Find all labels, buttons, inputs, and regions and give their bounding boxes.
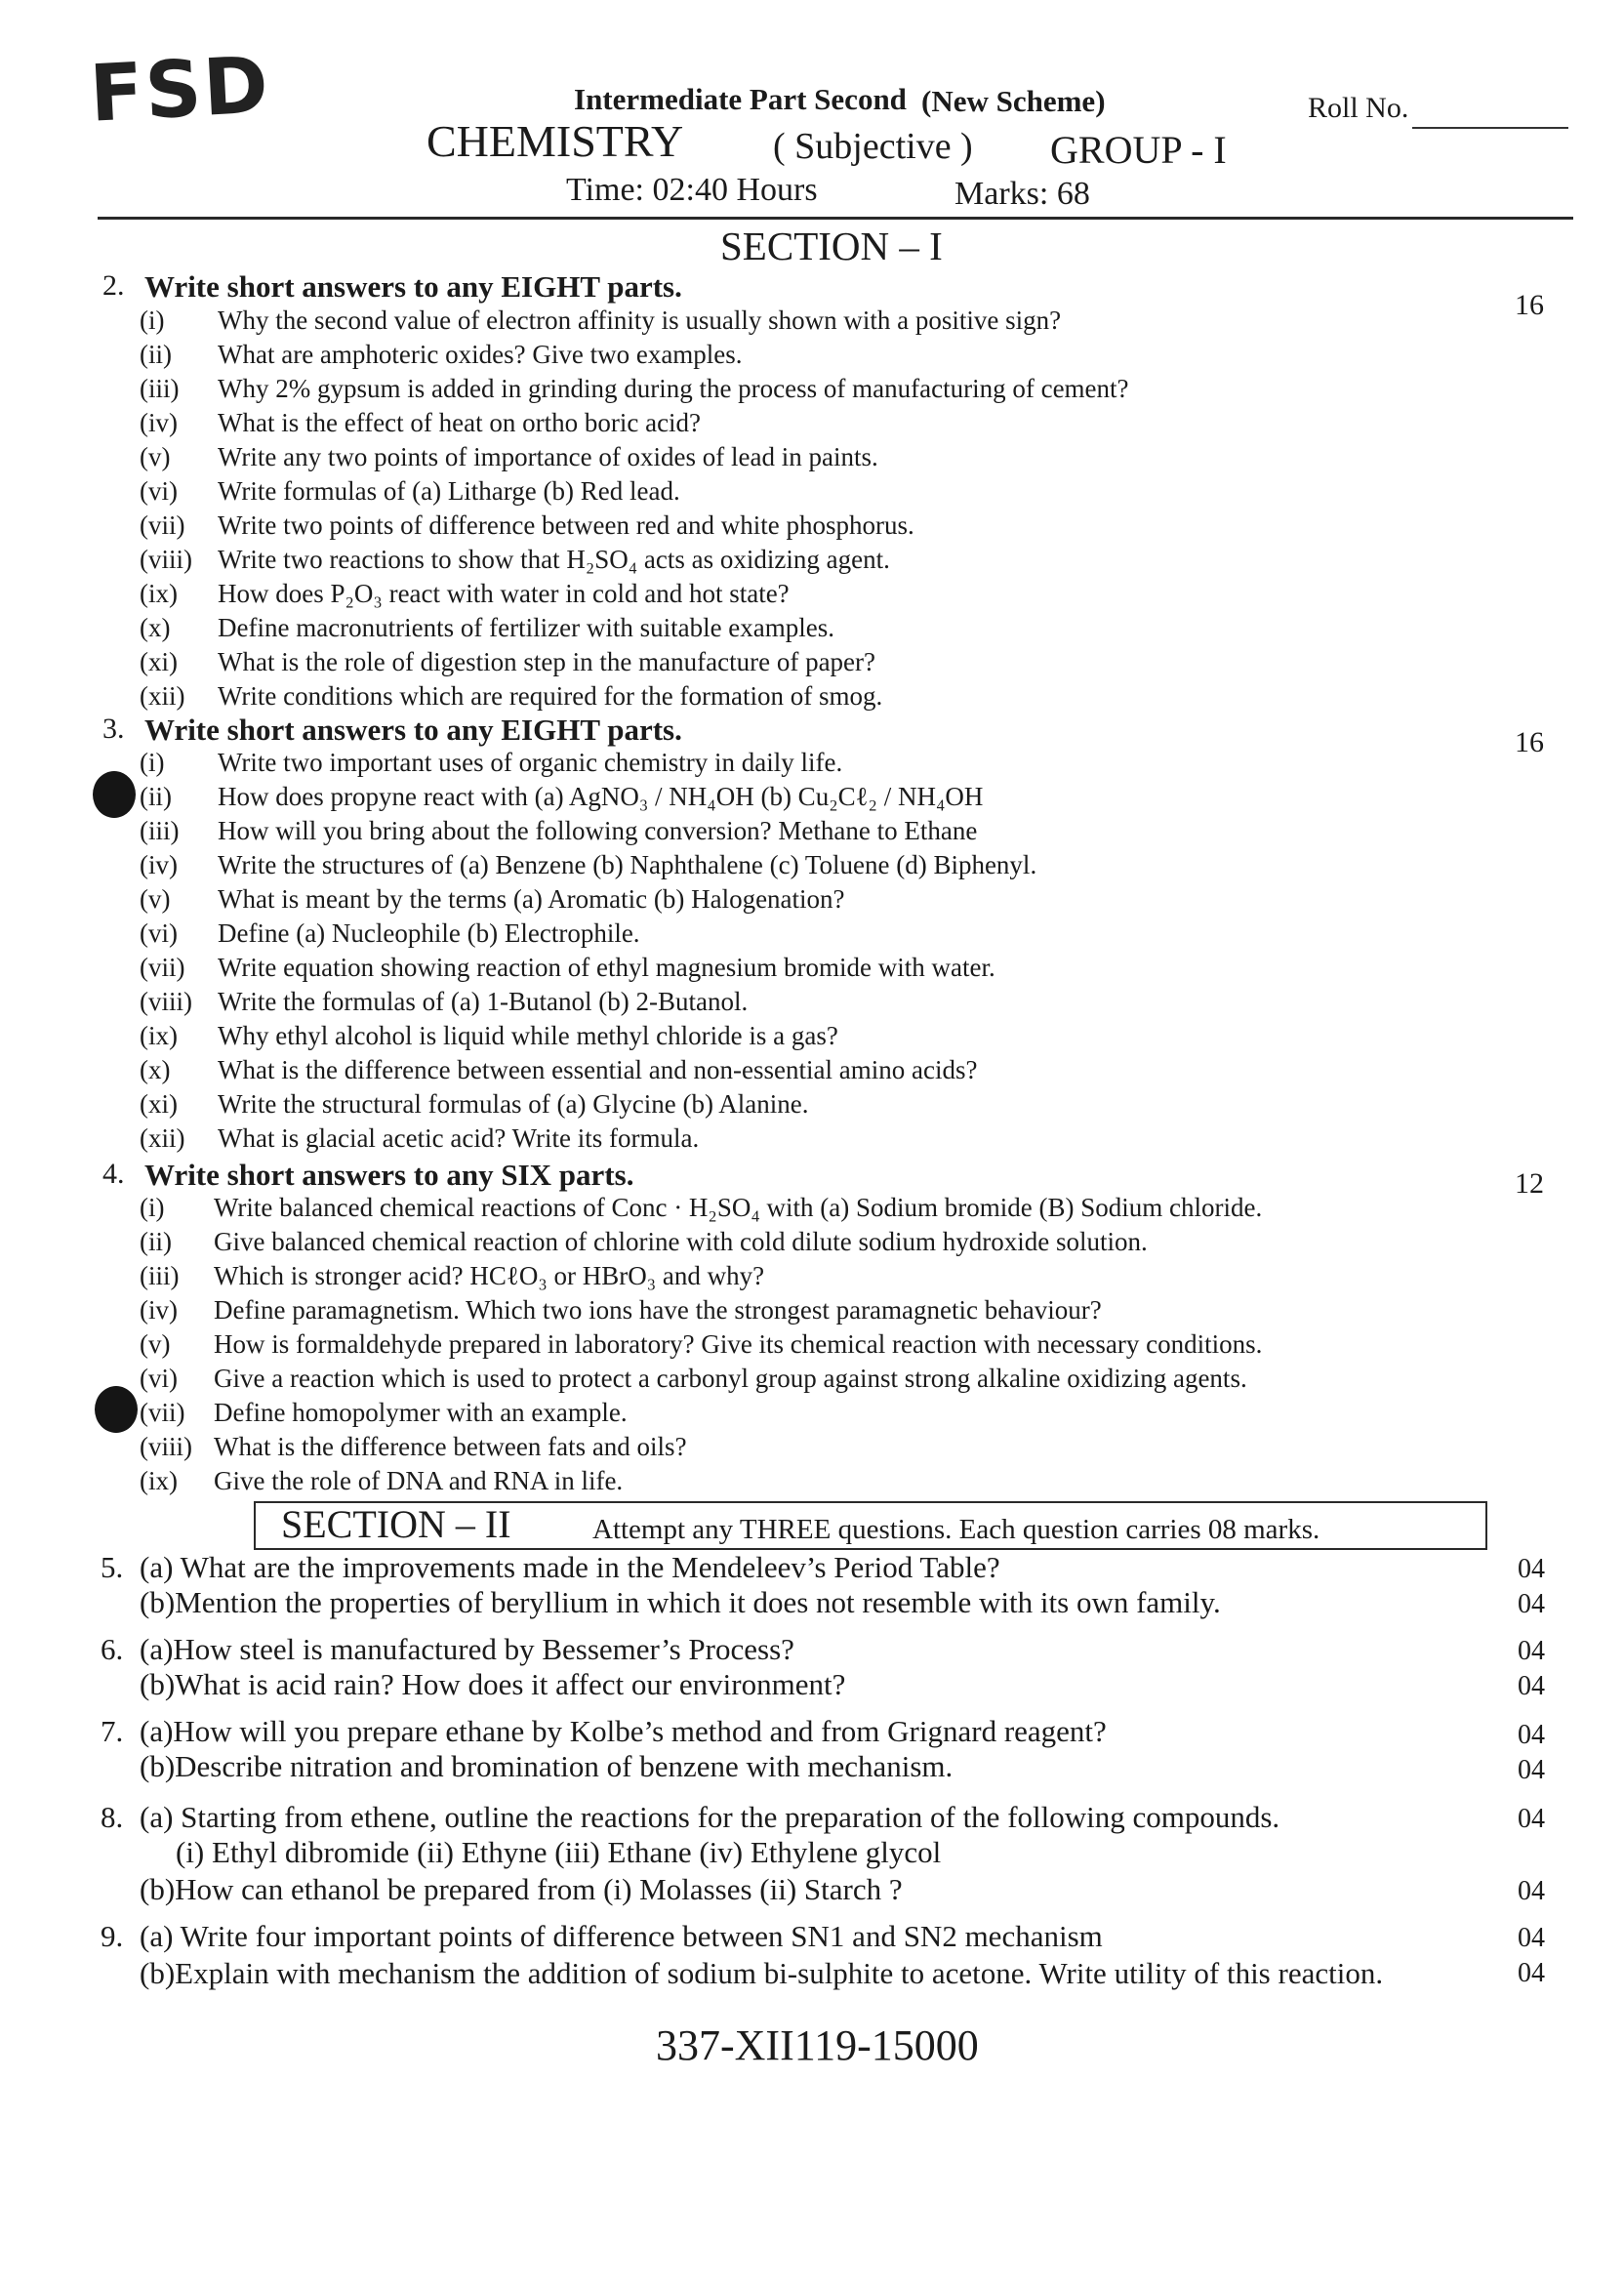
total-marks: Marks: 68 (954, 176, 1090, 212)
question-number: 6. (101, 1632, 124, 1666)
question-number: 8. (101, 1800, 124, 1834)
part-marks: 04 (1518, 1589, 1545, 1619)
section-1-title: SECTION – I (720, 224, 943, 268)
part-marks: 04 (1518, 1958, 1545, 1988)
question-number: 5. (101, 1550, 124, 1584)
question-part: (a) Starting from ethene, outline the reactions for the preparation of the following compounds. (140, 1800, 1280, 1834)
paper-code: 337-XII119-15000 (656, 2021, 979, 2069)
part-marks: 04 (1518, 1671, 1545, 1701)
question-part: (a)How will you prepare ethane by Kolbe’s method and from Grignard reagent? (140, 1714, 1107, 1748)
question-marks: 12 (1515, 1167, 1544, 1200)
roll-number-blank (1412, 127, 1568, 129)
question-part: (a) Write four important points of difference between SN1 and SN2 mechanism (140, 1919, 1103, 1953)
question-part: (b)How can ethanol be prepared from (i) Molasses (ii) Starch ? (140, 1872, 903, 1906)
paper-type: ( Subjective ) (773, 126, 973, 167)
question-marks: 16 (1515, 726, 1544, 758)
header-divider (98, 217, 1573, 220)
question-heading: Write short answers to any SIX parts. (144, 1158, 634, 1192)
question-part: (b)Mention the properties of beryllium in which it does not resemble with its own family. (140, 1585, 1221, 1619)
roll-number-label: Roll No. (1308, 92, 1409, 124)
part-marks: 04 (1518, 1804, 1545, 1834)
question-heading: Write short answers to any EIGHT parts. (144, 269, 682, 304)
question-number: 2. (102, 269, 125, 302)
part-marks: 04 (1518, 1636, 1545, 1666)
part-marks: 04 (1518, 1720, 1545, 1750)
question-number: 4. (102, 1158, 125, 1190)
question-marks: 16 (1515, 289, 1544, 321)
part-marks: 04 (1518, 1755, 1545, 1785)
question-number: 9. (101, 1919, 124, 1953)
group-label: GROUP - I (1050, 128, 1227, 172)
exam-scheme: (New Scheme) (921, 84, 1106, 118)
question-part: (b)Explain with mechanism the addition of sodium bi-sulphite to acetone. Write utility of this reaction. (140, 1956, 1384, 1990)
section-2-instruction: Attempt any THREE questions. Each question carries 08 marks. (592, 1514, 1320, 1545)
question-part: (a)How steel is manufactured by Bessemer’s Process? (140, 1632, 794, 1666)
question-part: (a) What are the improvements made in the Mendeleev’s Period Table? (140, 1550, 1000, 1584)
question-part: (b)What is acid rain? How does it affect our environment? (140, 1667, 846, 1701)
question-heading: Write short answers to any EIGHT parts. (144, 713, 682, 747)
question-subpart: (i) Ethyl dibromide (ii) Ethyne (iii) Ethane (iv) Ethylene glycol (176, 1835, 942, 1869)
question-part: (b)Describe nitration and bromination of benzene with mechanism. (140, 1749, 954, 1783)
exam-title: Intermediate Part Second (574, 82, 907, 116)
board-logo: FSD (87, 39, 272, 140)
time-allowed: Time: 02:40 Hours (566, 172, 818, 208)
part-marks: 04 (1518, 1876, 1545, 1906)
punch-hole-mark (95, 1386, 138, 1433)
question-number: 7. (101, 1714, 124, 1748)
punch-hole-mark (93, 771, 136, 818)
section-2-title: SECTION – II (281, 1502, 511, 1546)
part-marks: 04 (1518, 1923, 1545, 1953)
subject-title: CHEMISTRY (426, 116, 684, 166)
question-number: 3. (102, 713, 125, 745)
part-marks: 04 (1518, 1554, 1545, 1584)
